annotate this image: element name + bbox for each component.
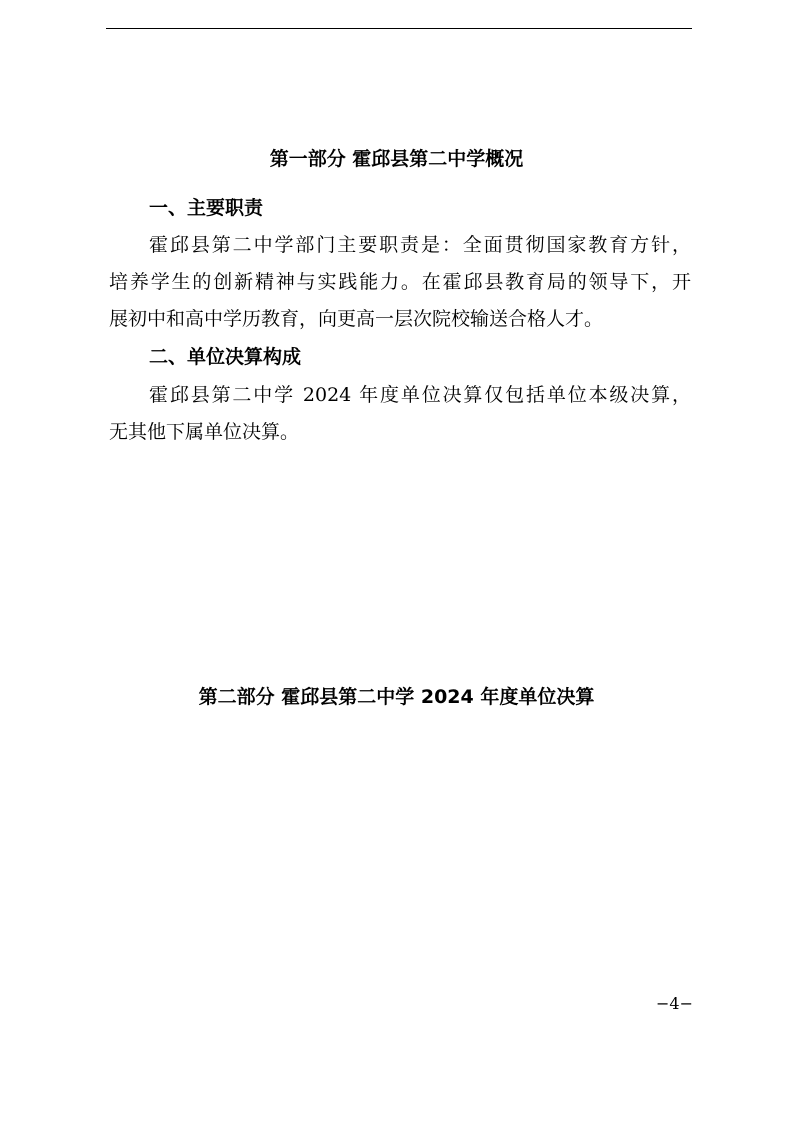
- duties-paragraph-line: 培养学生的创新精神与实践能力。在霍邱县教育局的领导下，开: [109, 271, 691, 293]
- header-rule: [106, 28, 692, 29]
- part1-title: 第一部分 霍邱县第二中学概况: [269, 148, 524, 170]
- part2-title: 第二部分 霍邱县第二中学 2024 年度单位决算: [198, 686, 595, 708]
- composition-paragraph-line: 无其他下属单位决算。: [109, 421, 300, 443]
- section-heading-budget-composition: 二、单位决算构成: [149, 346, 302, 368]
- page-number: −4−: [656, 994, 693, 1013]
- duties-paragraph-line: 展初中和高中学历教育，向更高一层次院校输送合格人才。: [109, 308, 604, 330]
- composition-paragraph-line: 霍邱县第二中学 2024 年度单位决算仅包括单位本级决算，: [149, 384, 691, 406]
- duties-paragraph-line: 霍邱县第二中学部门主要职责是：全面贯彻国家教育方针，: [149, 234, 691, 256]
- section-heading-main-duties: 一、主要职责: [149, 197, 264, 219]
